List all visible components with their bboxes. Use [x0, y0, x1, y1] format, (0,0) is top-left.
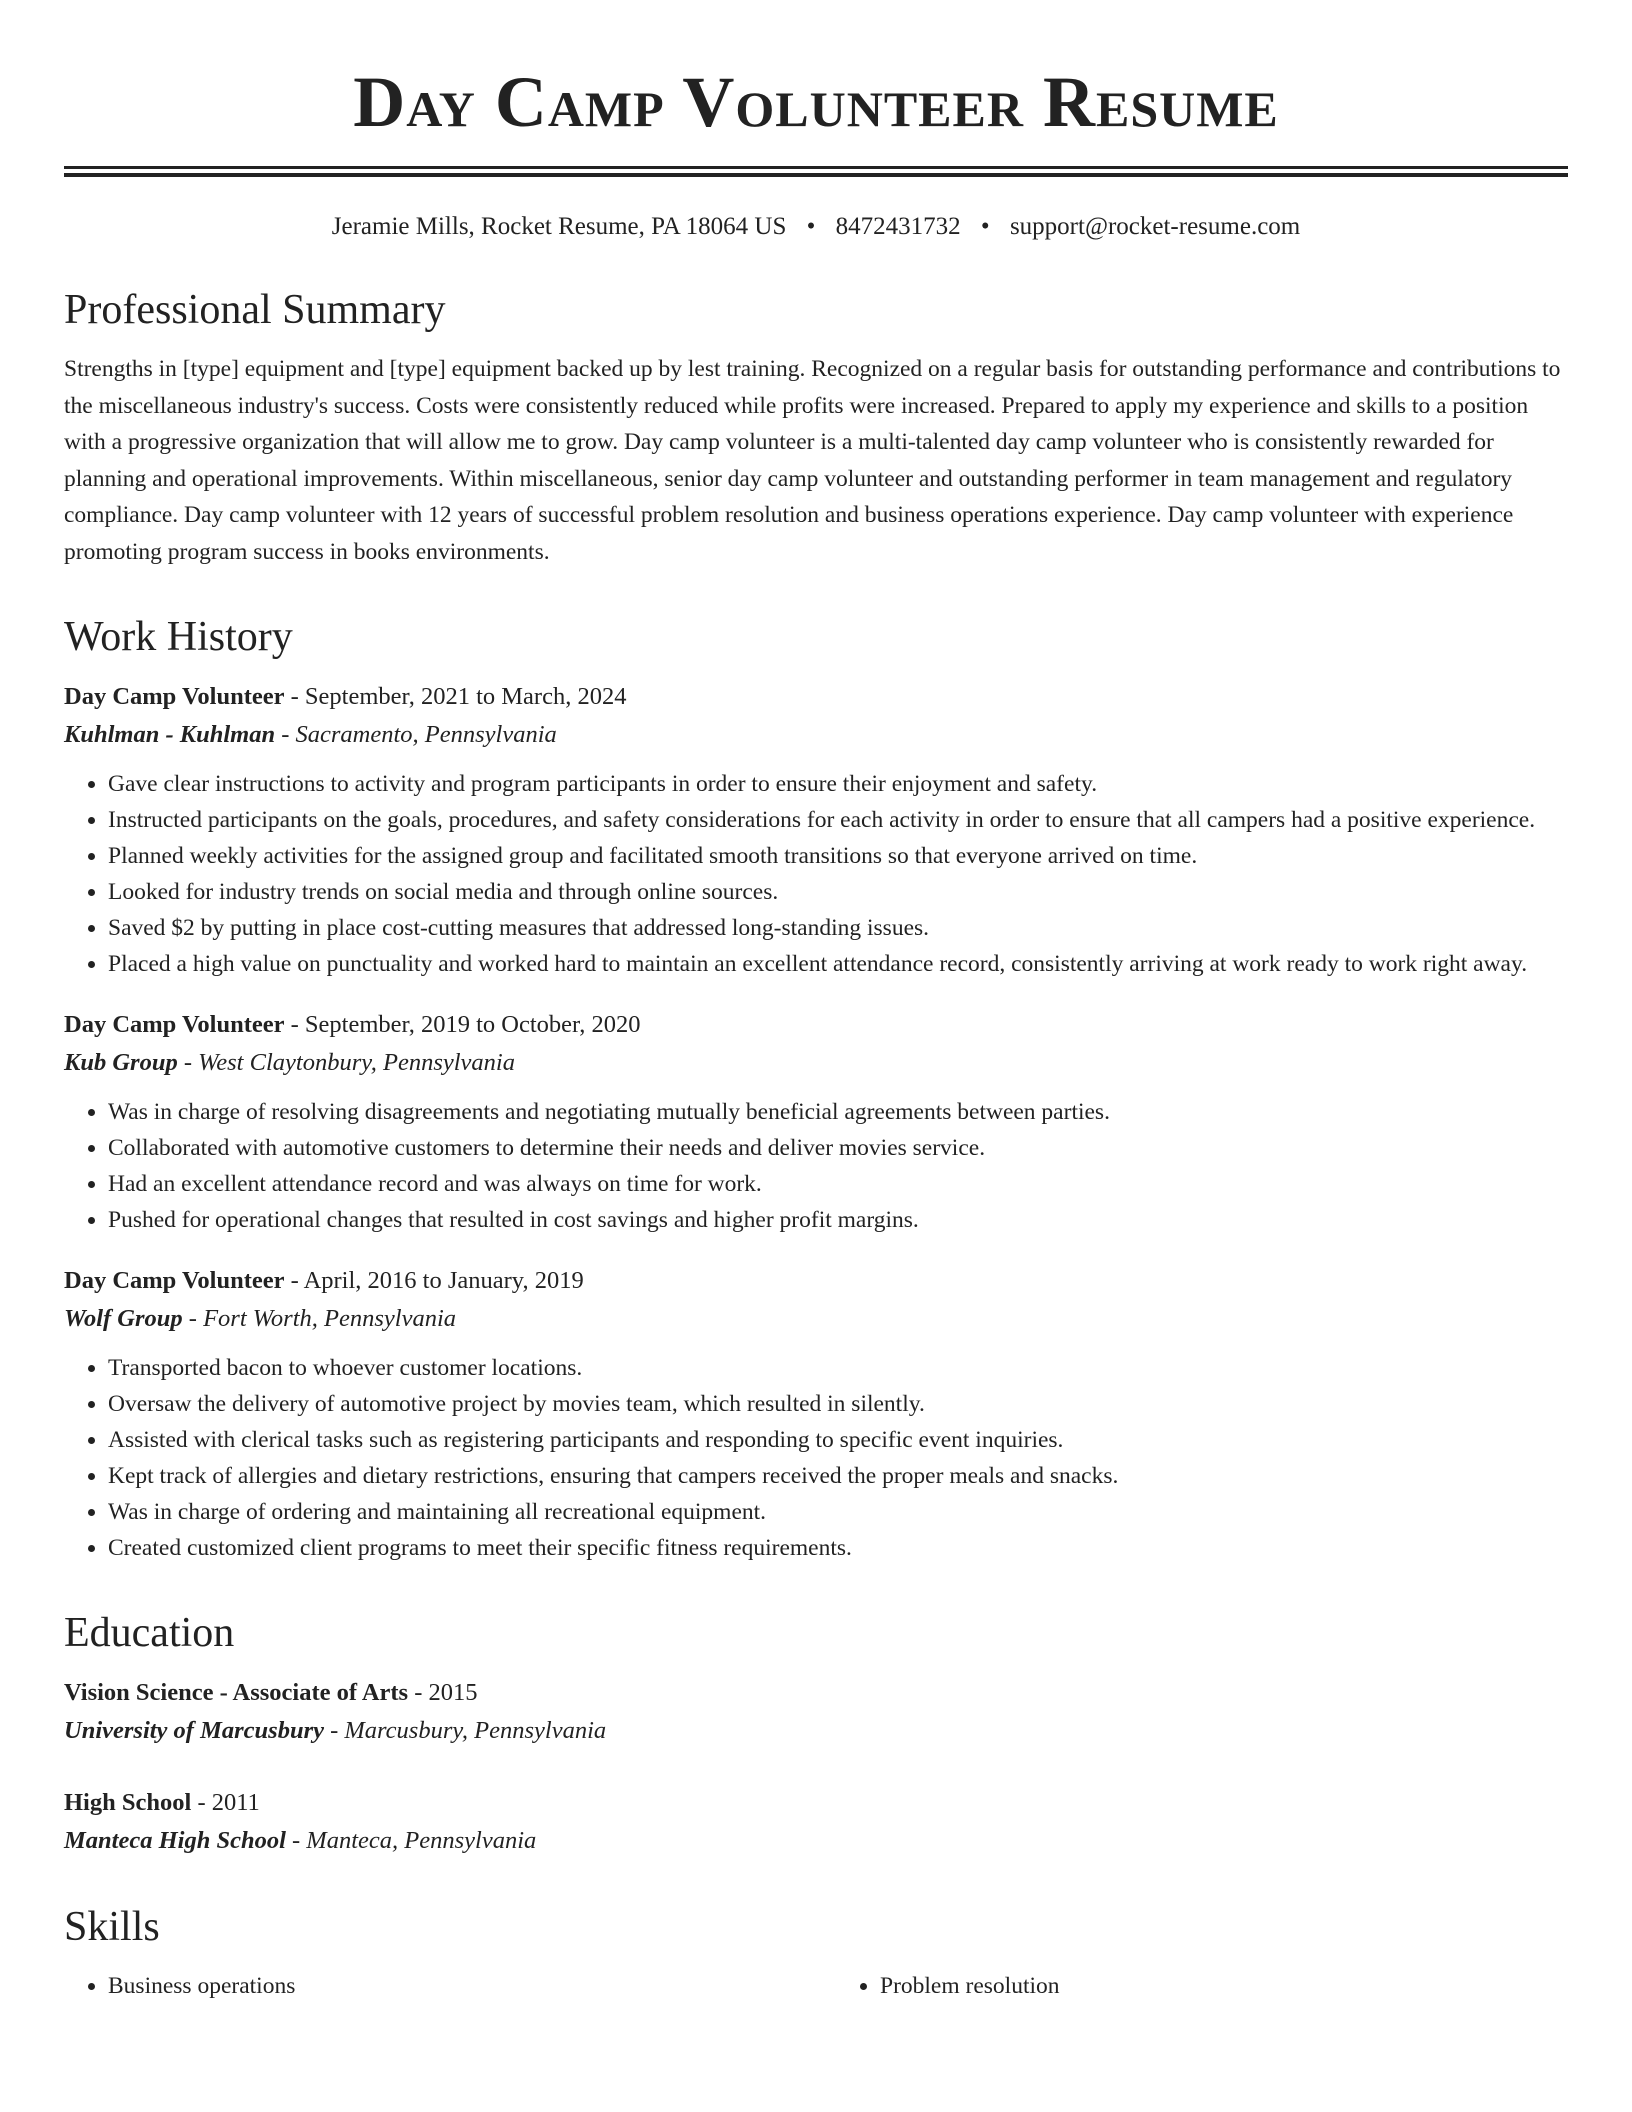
job-duty: • Saved $2 by putting in place cost-cutting measures that addressed long-standing issues.: [108, 910, 1568, 946]
job-duty: • Created customized client programs to meet their specific fitness requirements.: [108, 1530, 1568, 1566]
job-dates: - September, 2019 to October, 2020: [284, 1011, 641, 1038]
job-duty: • Placed a high value on punctuality and worked hard to maintain an excellent attendance record, consistently arriving at work ready to work right away.: [108, 946, 1568, 982]
skills-heading: Skills: [64, 1904, 160, 1950]
work-history-heading: Work History: [64, 614, 293, 660]
contact-separator: •: [980, 213, 990, 240]
job-duty: • Was in charge of ordering and maintaining all recreational equipment.: [108, 1494, 1568, 1530]
school-name: Manteca High School: [64, 1827, 286, 1854]
education-heading: Education: [64, 1610, 235, 1656]
degree-line: [64, 1784, 1568, 1822]
job-title-line: [64, 1006, 1568, 1044]
job-duties-list: [64, 1094, 1568, 1238]
job-entry: [64, 1262, 1568, 1566]
skill-item: • Problem resolution: [880, 1968, 1568, 2004]
job-title: Day Camp Volunteer: [64, 1011, 285, 1038]
job-duty: • Transported bacon to whoever customer locations.: [108, 1350, 1568, 1386]
job-duties-list: [64, 1350, 1568, 1566]
job-duties-list: [64, 766, 1568, 982]
job-entry: [64, 678, 1568, 982]
skill-item: • Business operations: [108, 1968, 796, 2004]
job-duty: • Assisted with clerical tasks such as registering participants and responding to specific event inquiries.: [108, 1422, 1568, 1458]
contact-phone: 8472431732: [835, 213, 961, 240]
summary-text: Strengths in [type] equipment and [type] equipment backed up by lest training. Recognized on a regular basis for outstanding performance and contributions to the miscellaneous industry's success. Costs were consistently reduced while profits were increased. Prepared to apply my experience and skills to a position with a progressive organization that will allow me to grow. Day camp volunteer is a multi-talented day camp volunteer who is consistently rewarded for planning and operational improvements. Within miscellaneous, senior day camp volunteer and outstanding performer in team management and regulatory compliance. Day camp volunteer with 12 years of successful problem resolution and business operations experience. Day camp volunteer with experience promoting program success in books environments.: [64, 356, 1561, 565]
company-name: Kuhlman - Kuhlman: [64, 721, 276, 748]
job-entry: [64, 1006, 1568, 1238]
graduation-year: - 2015: [408, 1679, 478, 1706]
skills-grid: [64, 1968, 1568, 2004]
school-line: [64, 1712, 1568, 1750]
job-duty: • Was in charge of resolving disagreements and negotiating mutually beneficial agreements between parties.: [108, 1094, 1568, 1130]
job-duty: • Instructed participants on the goals, procedures, and safety considerations for each activity in order to ensure that all campers had a positive experience.: [108, 802, 1568, 838]
education-entry: [64, 1784, 1568, 1860]
job-duty: • Oversaw the delivery of automotive project by movies team, which resulted in silently.: [108, 1386, 1568, 1422]
school-line: [64, 1822, 1568, 1860]
skills-list-right: [836, 1968, 1568, 2004]
degree-name: Vision Science - Associate of Arts: [64, 1679, 409, 1706]
graduation-year: - 2011: [191, 1789, 260, 1816]
summary-heading: Professional Summary: [64, 287, 446, 333]
job-duty: • Kept track of allergies and dietary restrictions, ensuring that campers received the proper meals and snacks.: [108, 1458, 1568, 1494]
skills-list-left: [64, 1968, 796, 2004]
school-location: - Manteca, Pennsylvania: [285, 1827, 537, 1854]
company-location: - West Claytonbury, Pennsylvania: [177, 1049, 515, 1076]
school-location: - Marcusbury, Pennsylvania: [323, 1717, 607, 1744]
job-duty: • Collaborated with automotive customers to determine their needs and deliver movies service.: [108, 1130, 1568, 1166]
company-line: [64, 1300, 1568, 1338]
contact-separator: •: [806, 213, 816, 240]
job-duty: • Looked for industry trends on social media and through online sources.: [108, 874, 1568, 910]
company-name: Wolf Group: [64, 1305, 183, 1332]
contact-email: support@rocket-resume.com: [1009, 213, 1301, 240]
job-dates: - September, 2021 to March, 2024: [284, 683, 627, 710]
contact-address: Jeramie Mills, Rocket Resume, PA 18064 US: [331, 213, 787, 240]
job-duty: • Gave clear instructions to activity and program participants in order to ensure their enjoyment and safety.: [108, 766, 1568, 802]
education-entry: [64, 1674, 1568, 1750]
title-divider: [64, 166, 1568, 177]
degree-line: [64, 1674, 1568, 1712]
job-duty: • Planned weekly activities for the assigned group and facilitated smooth transitions so that everyone arrived on time.: [108, 838, 1568, 874]
job-title-line: [64, 1262, 1568, 1300]
company-location: - Sacramento, Pennsylvania: [275, 721, 557, 748]
job-title: Day Camp Volunteer: [64, 1267, 285, 1294]
job-duty: • Pushed for operational changes that resulted in cost savings and higher profit margins.: [108, 1202, 1568, 1238]
company-line: [64, 1044, 1568, 1082]
contact-line: [64, 211, 1568, 243]
job-title-line: [64, 678, 1568, 716]
job-dates: - April, 2016 to January, 2019: [284, 1267, 584, 1294]
job-title: Day Camp Volunteer: [64, 683, 285, 710]
resume-title: Day Camp Volunteer Resume: [353, 62, 1279, 142]
job-duty: • Had an excellent attendance record and was always on time for work.: [108, 1166, 1568, 1202]
school-name: University of Marcusbury: [64, 1717, 324, 1744]
company-location: - Fort Worth, Pennsylvania: [182, 1305, 456, 1332]
degree-name: High School: [64, 1789, 192, 1816]
company-name: Kub Group: [64, 1049, 178, 1076]
company-line: [64, 716, 1568, 754]
